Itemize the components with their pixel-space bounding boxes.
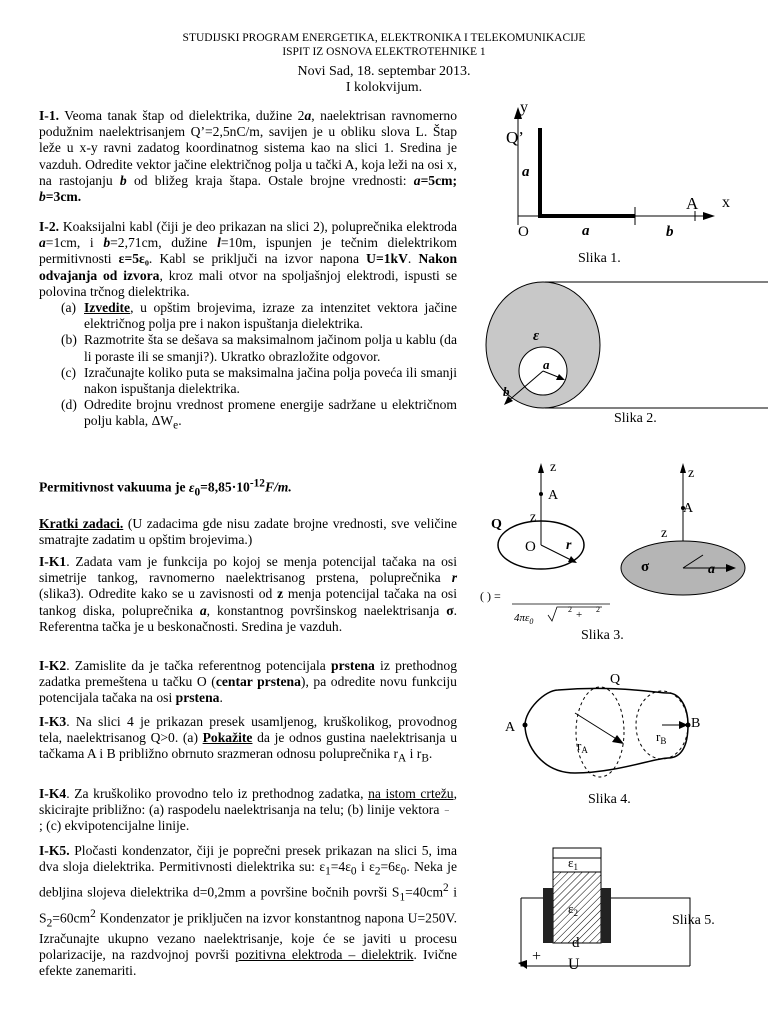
figure-1 — [490, 95, 750, 270]
ring-zz-label: z — [530, 510, 537, 525]
figure-2 — [483, 278, 768, 428]
sphere-a-dashed — [576, 687, 624, 777]
x-label: x — [722, 194, 730, 211]
text: Koaksijalni kabl (čiji je deo prikazan na slici 2), poluprečnika elektroda — [59, 219, 457, 234]
text: =2,71cm, dužine — [110, 235, 218, 251]
figure-4 — [500, 665, 720, 790]
point-a — [523, 723, 528, 728]
short-tasks-intro: Kratki zadaci. (U zadacima gde nisu zadate brojne vrednosti, sve veličine smatrajte zadatim u opštim brojevima.) — [39, 516, 457, 548]
pear-body — [525, 688, 688, 773]
ring-charge-label: Q — [491, 517, 502, 532]
radius-b-arrow — [679, 721, 688, 729]
var: a — [39, 235, 46, 251]
problem-i1 — [39, 108, 457, 205]
radius-a-line — [575, 713, 618, 740]
var: a — [304, 108, 312, 123]
disk-zz-label: z — [661, 526, 668, 541]
list-item: (c) Izračunajte koliko puta se maksimalna jačina polja poveća ili smanji nakon ispuštanja dielektrika. — [61, 364, 457, 397]
problem-k4: I-K4. Za kruškoliko provodno telo iz prethodnog zadatka, na istom crtežu, skicirajte približno: (a) raspodelu naelektrisanja na telu; (b) linije vektora ‾ ; (c) ekvipotencijalne linije. — [39, 786, 457, 834]
figure-5 — [510, 838, 710, 978]
eps1-label: $\varepsilon_1$ — [568, 855, 578, 872]
figure-4-caption: Slika 4. — [588, 792, 631, 807]
exam-part: I kolokvijum. — [345, 80, 423, 95]
text: od bližeg kraja štapa. Ostale brojne vrednosti: — [126, 172, 414, 188]
problem-k2: I-K2. Zamislite da je tačka referentnog potencijala prstena iz prethodnog zadatka premeštena u tačku O (centar prstena), pa odredite novu funkciju potencijala tačaka na osi prstena. — [39, 658, 457, 706]
a-vertical-label: a — [522, 164, 530, 180]
right-wire — [611, 898, 690, 966]
program-title: STUDIJSKI PROGRAM ENERGETIKA, ELEKTRONIKA I TELEKOMUNIKACIJE — [182, 32, 586, 44]
point-b-label: B — [691, 716, 701, 731]
thickness-label: d — [572, 935, 580, 951]
formula-sq1: 2 — [568, 605, 572, 614]
problem-i2 — [39, 219, 457, 434]
ring-r-label: r — [566, 538, 572, 553]
text: . Kabl se priključi na izvor napona — [148, 251, 367, 267]
var: a — [413, 172, 421, 188]
text: . — [407, 251, 419, 267]
problem-label: I-1. — [39, 108, 60, 123]
var: b — [103, 235, 111, 251]
epsilon-label: ε — [533, 328, 540, 344]
rb-label: $r_B$ — [656, 729, 667, 746]
disk-sigma-label: σ — [641, 559, 650, 575]
list-item: (b) Razmotrite šta se dešava sa maksimalnom jačinom polja u kablu (da li poraste ili se smanji?). Ukratko obrazložite odgovor. — [61, 332, 457, 364]
permittivity-note: Permitivnost vakuuma je $\varepsilon_0=8,85\cdot 10^{-12}F/m$. — [39, 477, 292, 499]
a-horizontal-label: a — [582, 223, 590, 239]
text: , kroz mali otvor na spoljašnjoj elektrodi, ispusti se polovina trčnog dielektrika. — [39, 267, 457, 299]
emph: Nakon odvajanja od izvora — [39, 251, 458, 283]
problem-label: I-K3 — [39, 714, 67, 729]
text: =3cm. — [45, 189, 82, 205]
problem-label: I-K4 — [39, 786, 67, 801]
problem-k3: I-K3. Na slici 4 je prikazan presek usamljenog, kruškolikog, provodnog tela, naelektrisanog Q>0. (a) Pokažite da je odnos gustina naelektrisanja u tačkama A i B približno obrnuto srazmeran odnosu poluprečnika $r_A$ i $r_B$. — [39, 714, 457, 766]
disk-a-label: A — [683, 501, 694, 516]
subtask-list — [39, 300, 457, 434]
exam-title: ISPIT IZ OSNOVA ELEKTROTEHNIKE 1 — [282, 46, 486, 58]
radius-a-arrow — [612, 735, 624, 744]
problem-label: I-2. — [39, 219, 60, 234]
ring-point-a — [539, 492, 543, 496]
right-electrode — [601, 888, 611, 943]
problem-k1: I-K1. Zadata vam je funkcija po kojoj se menja potencijal tačaka na osi simetrije tankog, ravnomerno naelektrisanog prstena, poluprečnika r (slika3). Odredite kako se u zavisnosti od z menja potencijal tačaka na osi tankog diska, poluprečnika a, konstantnog površinskog naelektrisanja σ. Referentna tačka je u beskonačnosti. Sredina je vazduh. — [39, 554, 457, 634]
problem-label: I-K2 — [39, 658, 67, 673]
figure-3 — [478, 455, 768, 625]
list-item: (a) Izvedite, u opštim brojevima, izraze za intenzitet vektora jačine električnog polja pre i nakon ispuštanja dielektrika. — [61, 300, 457, 332]
formula-sqrt — [548, 607, 602, 621]
disk-z-arrow — [680, 463, 686, 473]
formula-denominator: $4\pi\varepsilon_0$ — [514, 612, 534, 625]
text: Veoma tanak štap od dielektrika, dužine 2 — [59, 108, 305, 123]
ring-z-label: z — [550, 460, 557, 475]
var: l — [217, 235, 221, 251]
text: =1cm, i — [45, 235, 104, 251]
point-a-label: A — [505, 720, 516, 735]
b-label: b — [666, 224, 674, 240]
figure-5-caption: Slika 5. — [672, 913, 715, 928]
charge-label: Q’ — [506, 128, 524, 147]
list-item: (d) Odredite brojnu vrednost promene energije sadržane u električnom polju kabla, $\Delta W_e$. — [61, 397, 457, 433]
text: =10m, ispunjen je tečnim dielektrikom permitivnosti — [39, 235, 458, 267]
problem-label: I-K5. — [39, 843, 70, 858]
x-arrow — [703, 212, 715, 220]
ring-z-arrow — [538, 463, 544, 473]
problem-k5: I-K5. Pločasti kondenzator, čiji je poprečni presek prikazan na slici 5, ima dva sloja dielektrika. Permitivnosti dielektrika su: $\varepsilon_1=4\varepsilon_0$ i $\varepsilon_2=6\varepsilon_0$. Neka je debljina slojeva dielektrika d=0,2mm a površine bočnih površi $S_1=40cm^2$ i $S_2=60cm^2$ Kondenzator je priključen na izvor konstantnog napona U=250V. Izračunajte ukupno vezano naelektrisanje, koje će se javiti u procesu polarizacije, na razdvojnoj površi pozitivna elektroda – dielektrik. Ivične efekte zanemariti. — [39, 843, 457, 979]
text: , naelektrisan ravnomerno podužnim naelektrisanjem Q’=2,5nC/m, savijen je u obliku slova L. Štap leže u x-y ravni zadatog koordinatnog sistema kao na slici 1. Sredina je vazduh. Odredite vektor jačine električnog polja u tački A, koja leži na osi x, na rastojanju — [39, 108, 458, 188]
a-label: a — [543, 357, 550, 372]
text: =5cm; — [420, 172, 457, 188]
var: U=1kV — [366, 251, 408, 267]
ring-center-label: O — [525, 539, 536, 555]
formula-plus: + — [576, 609, 583, 621]
formula-lhs: ( ) = — [480, 589, 501, 603]
origin-label: O — [518, 224, 529, 240]
y-label: y — [520, 99, 528, 116]
problem-label: I-K1 — [39, 554, 67, 569]
ra-label: $r_A$ — [577, 738, 588, 755]
point-a-label: A — [686, 194, 699, 213]
charge-label: Q — [610, 672, 621, 687]
exam-date: Novi Sad, 18. septembar 2013. — [297, 64, 471, 79]
left-electrode — [543, 888, 553, 943]
figure-3-caption: Slika 3. — [581, 628, 624, 643]
var: b — [119, 172, 127, 188]
var: ε=5ε₀ — [118, 251, 149, 267]
formula-sq2: 2 — [596, 605, 600, 614]
source-arrow — [518, 960, 527, 969]
ring-a-label: A — [548, 488, 559, 503]
b-label: b — [503, 384, 510, 399]
figure-1-caption: Slika 1. — [578, 251, 621, 266]
voltage-label: U — [568, 956, 580, 973]
top-electrode — [553, 848, 601, 858]
var: b — [39, 189, 46, 205]
disk-z-label: z — [688, 466, 695, 481]
disk-a-radius-label: a — [708, 562, 715, 577]
figure-2-caption: Slika 2. — [614, 411, 657, 426]
plus-label: + — [532, 948, 542, 965]
eps2-label: $\varepsilon_2$ — [568, 901, 578, 918]
